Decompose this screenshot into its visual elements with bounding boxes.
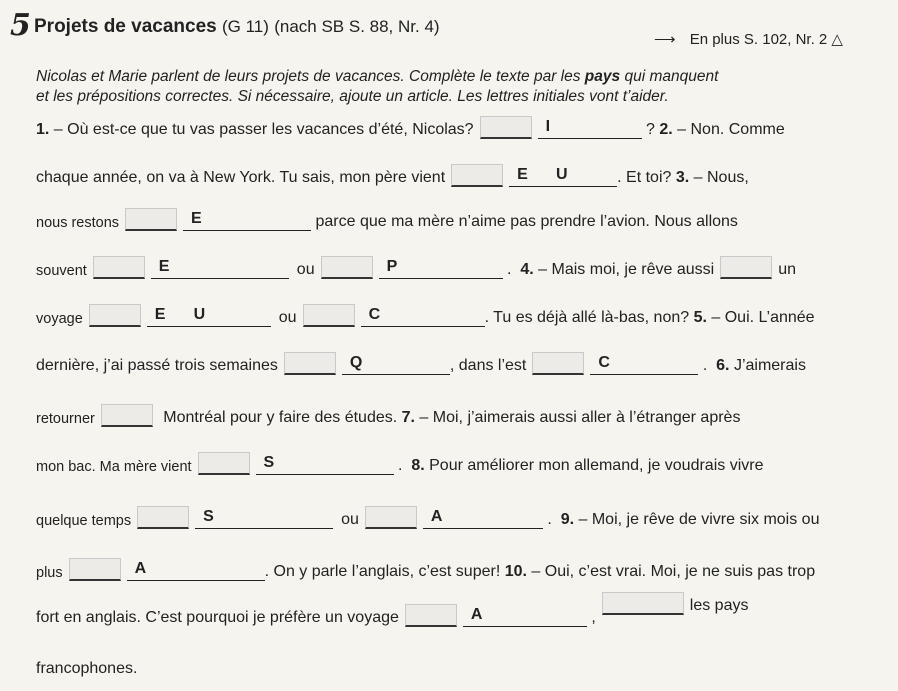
preposition-input[interactable]	[602, 592, 684, 615]
preposition-input[interactable]	[198, 452, 250, 475]
instructions-line-2: et les prépositions correctes. Si nécessaire, ajoute un article. Les lettres initiales vont t’aider.	[36, 88, 669, 105]
preposition-input[interactable]	[137, 506, 189, 529]
item-number: 10.	[504, 563, 527, 580]
country-input[interactable]: E	[151, 258, 289, 279]
item-number: 3.	[675, 169, 690, 186]
item-number: 4.	[520, 261, 534, 278]
text-line-1: 1. – Où est-ce que tu vas passer les vacances d’été, Nicolas? I ? 2. – Non. Comme	[36, 118, 785, 138]
grammar-ref: (G 11)	[222, 17, 269, 36]
instructions-bold-word: pays	[584, 68, 621, 85]
more-ref-text: En plus S. 102, Nr. 2 △	[689, 31, 843, 48]
country-input[interactable]: C	[361, 306, 485, 327]
preposition-input[interactable]	[93, 256, 145, 279]
text-line-8: mon bac. Ma mère vient S . 8. Pour améliorer mon allemand, je voudrais vivre	[36, 454, 764, 475]
country-input[interactable]: E U	[147, 306, 271, 327]
country-input[interactable]: S	[256, 454, 394, 475]
preposition-input[interactable]	[69, 558, 121, 581]
exercise-title	[34, 16, 440, 38]
preposition-input[interactable]	[405, 604, 457, 627]
preposition-input[interactable]	[101, 404, 153, 427]
item-number: 8.	[411, 457, 425, 474]
preposition-input[interactable]	[89, 304, 141, 327]
preposition-input[interactable]	[284, 352, 336, 375]
item-number: 7.	[401, 409, 415, 426]
preposition-input[interactable]	[125, 208, 177, 231]
text-line-10: plus A . On y parle l’anglais, c’est super! 10. – Oui, c’est vrai. Moi, je ne suis pas trop	[36, 560, 816, 581]
preposition-input[interactable]	[321, 256, 373, 279]
text-line-6: dernière, j’ai passé trois semaines Q , dans l’est C . 6. J’aimerais	[36, 354, 806, 374]
item-number: 9.	[560, 511, 575, 528]
text-line-7: retourner Montréal pour y faire des études. 7. – Moi, j’aimerais aussi aller à l’étranger après	[36, 404, 740, 427]
preposition-input[interactable]	[303, 304, 355, 327]
country-input[interactable]: Q	[342, 354, 450, 375]
text-line-4: souvent E ou P . 4. – Mais moi, je rêve aussi un	[36, 258, 797, 279]
text-line-9: quelque temps S ou A . 9. – Moi, je rêve de vivre six mois ou	[36, 508, 820, 529]
item-number: 6.	[716, 357, 730, 374]
country-input[interactable]: A	[423, 508, 543, 529]
book-ref: (nach SB S. 88, Nr. 4)	[274, 17, 440, 36]
country-input[interactable]: A	[127, 560, 265, 581]
country-input[interactable]: A	[463, 606, 587, 627]
preposition-input[interactable]	[451, 164, 503, 187]
country-input[interactable]: I	[538, 118, 642, 139]
item-number: 5.	[693, 309, 707, 326]
title-text: Projets de vacances	[34, 16, 217, 37]
item-number: 2.	[659, 121, 673, 138]
country-input[interactable]: C	[590, 354, 698, 375]
preposition-input[interactable]	[532, 352, 584, 375]
more-exercises-ref	[654, 30, 843, 48]
preposition-input[interactable]	[365, 506, 417, 529]
text-line-11: fort en anglais. C’est pourquoi je préfère un voyage A , les pays	[36, 604, 748, 627]
country-input[interactable]: S	[195, 508, 333, 529]
instructions-line-1: Nicolas et Marie parlent de leurs projets de vacances. Complète le texte par les pays qui manquent	[36, 68, 719, 85]
arrow-right-icon: ⟶	[654, 31, 676, 48]
country-input[interactable]: E	[183, 210, 311, 231]
text-line-3: nous restons E parce que ma mère n’aime pas prendre l’avion. Nous allons	[36, 210, 738, 231]
text-line-12: francophones.	[36, 660, 138, 677]
country-input[interactable]: P	[379, 258, 503, 279]
country-input[interactable]: E U	[509, 166, 617, 187]
preposition-input[interactable]	[480, 116, 532, 139]
exercise-number: 5	[10, 8, 31, 43]
text-line-5: voyage E U ou C . Tu es déjà allé là-bas, non? 5. – Oui. L’année	[36, 306, 815, 327]
preposition-input[interactable]	[720, 256, 772, 279]
item-number: 1.	[36, 121, 50, 138]
text-line-2: chaque année, on va à New York. Tu sais, mon père vient E U . Et toi? 3. – Nous,	[36, 166, 749, 186]
